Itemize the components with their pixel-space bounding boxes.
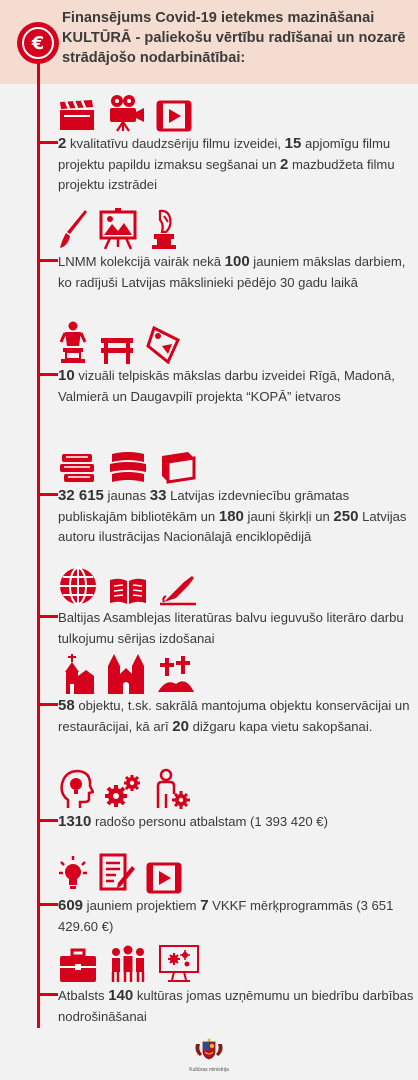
highlight-number: 33: [149, 487, 167, 504]
cathedral-icon: [106, 652, 146, 694]
description-text: Atbalsts: [58, 988, 109, 1003]
sculpture-icon: [148, 208, 180, 250]
timeline-tick: [37, 259, 58, 262]
icon-row: [58, 320, 414, 364]
icon-row: [58, 440, 414, 484]
item-description: [58, 134, 414, 196]
description-text: Baltijas Asamblejas literatūras balvu ieguvušo literāro darbu tulkojumu sērijas izdošanai: [58, 610, 404, 646]
video-play-icon: [156, 100, 192, 132]
timeline-tick: [37, 373, 58, 376]
monument-icon: [58, 320, 88, 364]
euro-badge: [17, 22, 59, 64]
description-text: vizuāli telpiskās mākslas darbu izveidei Rīgā, Madonā, Valmierā un Daugavpilī projekta “KOPĀ” ietvaros: [58, 368, 395, 404]
gears-icon: [104, 774, 142, 810]
description-text: kultūras jomas uzņēmumu un biedrību darbības nodrošināšanai: [58, 988, 414, 1024]
description-text: jaunas: [103, 488, 150, 503]
footer-caption: Kultūras ministrija: [189, 1067, 229, 1073]
icon-row: [58, 206, 414, 250]
funding-item: [58, 940, 414, 1027]
highlight-number: 10: [58, 367, 75, 384]
highlight-number: 2: [58, 135, 67, 152]
people-group-icon: [108, 944, 148, 984]
highlight-number: 100: [224, 253, 250, 270]
description-text: jauniem mākslas darbiem, ko radījuši Latvijas mākslinieki pēdējo 30 gadu laikā: [58, 254, 406, 290]
timeline-tick: [37, 493, 58, 496]
funding-item: [58, 766, 414, 833]
description-text: kvalitatīvu daudzsēriju filmu izveidei,: [66, 136, 285, 151]
coat-of-arms-icon: [192, 1038, 226, 1062]
lightbulb-icon: [58, 854, 88, 894]
highlight-number: 20: [172, 717, 189, 735]
globe-icon: [58, 566, 98, 606]
funding-item: [58, 320, 414, 407]
page-title: Finansējums Covid-19 ietekmes mazināšanai KULTŪRĀ - paliekošu vērtību radīšanai un nozarē strādājošo nodarbinātībai:: [62, 10, 406, 66]
highlight-number: 180: [218, 507, 244, 525]
person-gear-icon: [152, 768, 190, 810]
tag-compass-icon: [146, 324, 184, 364]
church-icon: [58, 652, 96, 694]
icon-row: [58, 850, 414, 894]
highlight-number: 7: [200, 897, 209, 914]
header-banner: [0, 0, 418, 84]
description-text: jauniem projektiem: [83, 898, 201, 913]
icon-row: [58, 650, 414, 694]
video-play-icon: [146, 862, 182, 894]
ministry-logo: [186, 1038, 232, 1073]
timeline-tick: [37, 903, 58, 906]
description-text: VKKF mērķprogrammās (3 651 429.60 €): [58, 898, 394, 934]
highlight-number: 140: [108, 987, 134, 1004]
funding-item: [58, 562, 414, 649]
highlight-number: 2: [280, 155, 289, 173]
item-description: [58, 896, 414, 937]
books-icon: [108, 450, 148, 484]
funding-item: [58, 850, 414, 937]
film-camera-icon: [106, 94, 146, 132]
book-icon: [158, 450, 196, 484]
icon-row: [58, 940, 414, 984]
briefcase-icon: [58, 948, 98, 984]
easel-painting-icon: [98, 208, 138, 250]
item-description: [58, 608, 414, 649]
item-description: [58, 252, 414, 293]
description-text: Latvijas autoru ilustrācijas Nacionālajā enciklopēdijā: [58, 508, 407, 544]
euro-icon: €: [22, 27, 54, 59]
timeline-tick: [37, 615, 58, 618]
icon-row: [58, 88, 414, 132]
highlight-number: 250: [333, 507, 359, 525]
writing-hand-icon: [158, 572, 198, 606]
icon-row: [58, 766, 414, 810]
description-text: objektu, t.sk. sakrālā mantojuma objektu konservācijai un restaurācijai, kā arī: [58, 698, 410, 734]
bench-icon: [98, 334, 136, 364]
funding-item: [58, 206, 414, 293]
item-description: [58, 812, 414, 833]
timeline-line: [37, 40, 40, 1028]
icon-row: [58, 562, 414, 606]
clapperboard-icon: [58, 98, 96, 132]
description-text: radošo personu atbalstam (1 393 420 €): [91, 814, 328, 829]
funding-item: [58, 440, 414, 548]
funding-item: [58, 88, 414, 196]
paintbrush-icon: [58, 208, 88, 250]
description-text: Latvijas izdevniecību grāmatas publiskajām bibliotēkām un: [58, 488, 350, 524]
book-stack-icon: [58, 452, 98, 484]
monitor-gear-icon: [158, 944, 200, 984]
description-text: LNMM kolekcijā vairāk nekā: [58, 254, 225, 269]
description-text: mazbudžeta filmu projektu izstrādei: [58, 156, 395, 192]
document-pen-icon: [98, 852, 136, 894]
highlight-number: 58: [58, 697, 75, 714]
timeline-tick: [37, 141, 58, 144]
highlight-number: 609: [58, 897, 84, 914]
highlight-number: 1310: [58, 813, 92, 830]
item-description: [58, 486, 414, 548]
grave-icon: [156, 654, 196, 694]
description-text: dižgaru kapa vietu sakopšanai.: [188, 718, 373, 734]
item-description: [58, 986, 414, 1027]
item-description: [58, 696, 414, 737]
idea-head-icon: [58, 768, 94, 810]
open-book-icon: [108, 576, 148, 606]
highlight-number: 32 615: [58, 487, 104, 504]
timeline-tick: [37, 819, 58, 822]
funding-item: [58, 650, 414, 737]
description-text: jauni šķirkļi un: [243, 508, 334, 524]
timeline-tick: [37, 703, 58, 706]
description-text: apjomīgu filmu projektu papildu izmaksu segšanai un: [58, 136, 391, 172]
item-description: [58, 366, 414, 407]
timeline-tick: [37, 993, 58, 996]
highlight-number: 15: [284, 135, 302, 152]
